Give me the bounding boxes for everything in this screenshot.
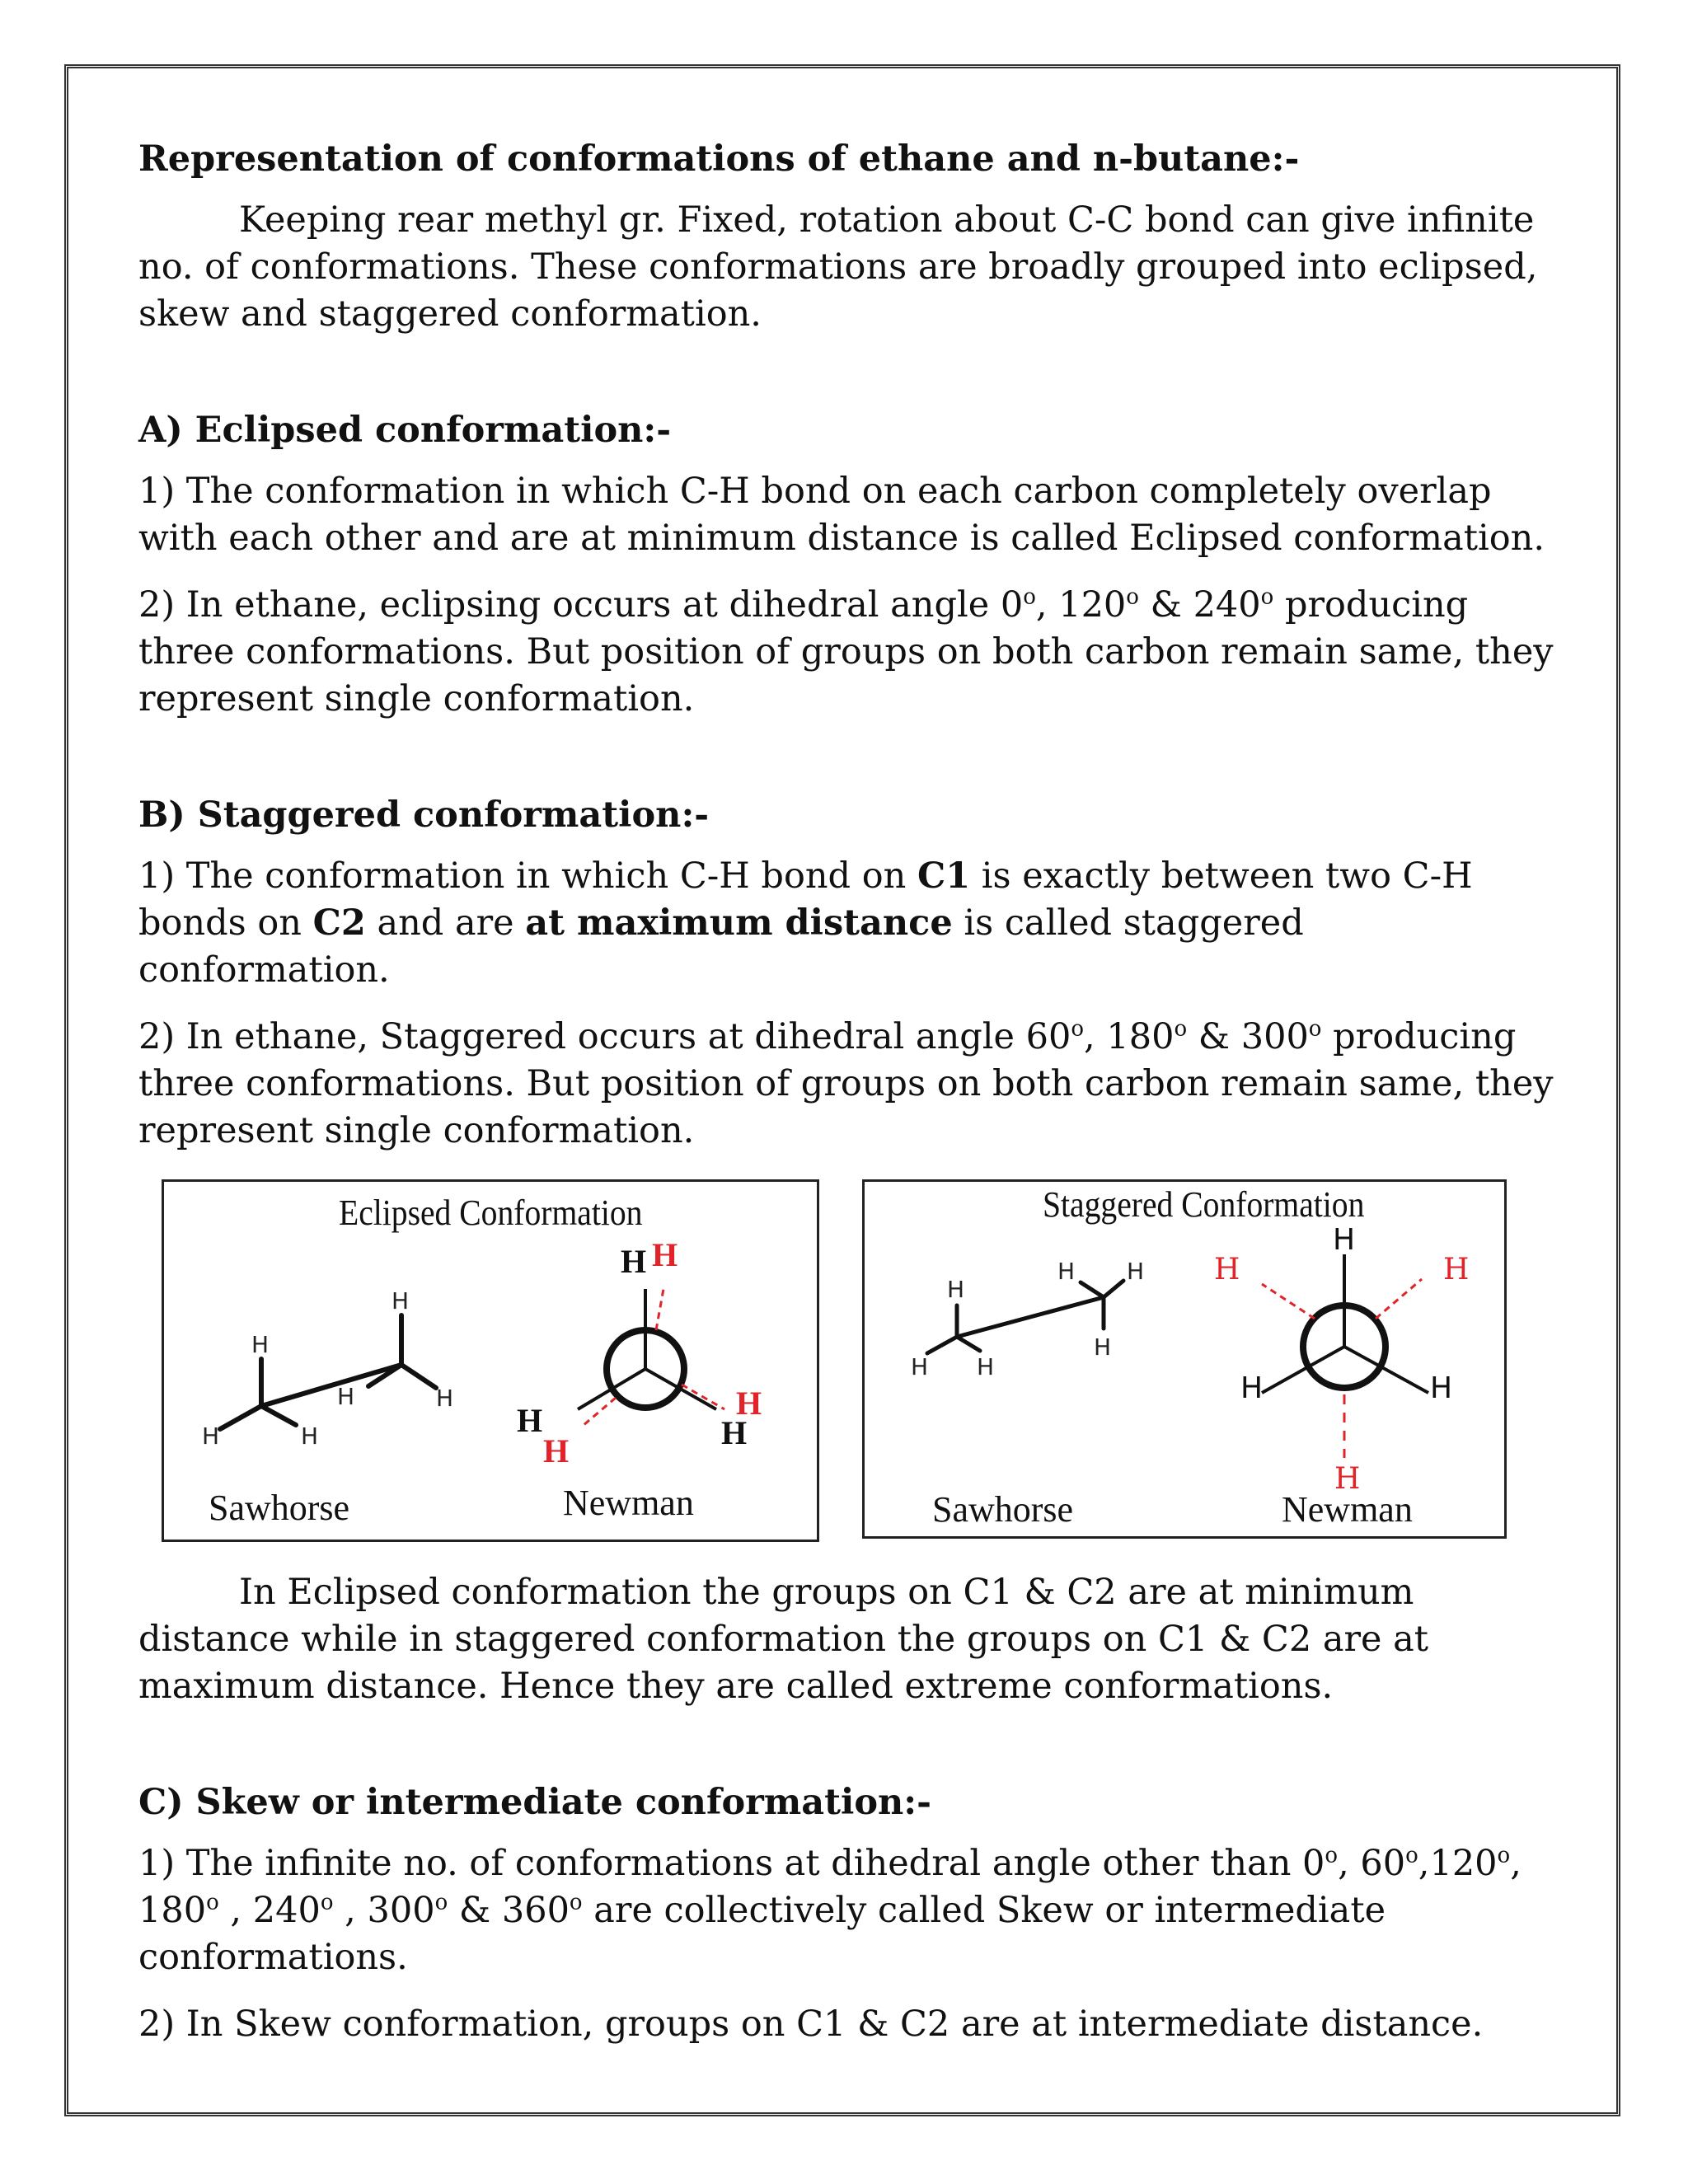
eclipsed-newman bbox=[578, 1289, 724, 1426]
atom-label: H bbox=[1333, 1223, 1356, 1257]
document-title: Representation of conformations of ethane and n-butane:- bbox=[138, 138, 1300, 180]
staggered-sawhorse-caption: Sawhorse bbox=[932, 1489, 1074, 1530]
staggered-diagram bbox=[865, 1182, 1509, 1541]
skew-heading: C) Skew or intermediate conformation:- bbox=[138, 1782, 931, 1823]
atom-label: H bbox=[1214, 1253, 1240, 1286]
atom-label: H bbox=[1430, 1371, 1453, 1405]
eclipsed-point-1: 1) The conformation in which C-H bond on each carbon completely overlap with each other and are at minimum distance is called Eclipsed conformation. bbox=[138, 471, 1545, 559]
conformation-figures bbox=[138, 1179, 1556, 1546]
intro-paragraph: Keeping rear methyl gr. Fixed, rotation about C-C bond can give infinite no. of conformations. These conformations are broadly grouped into eclipsed, skew and staggered conformation. bbox=[138, 199, 1538, 335]
atom-label: H bbox=[1240, 1371, 1264, 1405]
atom-label: H bbox=[721, 1414, 748, 1451]
atom-label: H bbox=[621, 1243, 647, 1280]
atom-label: H bbox=[652, 1236, 678, 1273]
staggered-figure-title: Staggered Conformation bbox=[1043, 1184, 1365, 1225]
atom-label: H bbox=[301, 1422, 319, 1450]
eclipsed-newman-caption: Newman bbox=[563, 1483, 694, 1523]
atom-label: H bbox=[977, 1353, 995, 1380]
atom-label: H bbox=[337, 1383, 355, 1410]
staggered-heading: B) Staggered conformation:- bbox=[138, 794, 710, 836]
atom-label: H bbox=[1094, 1333, 1112, 1361]
skew-point-2: 2) In Skew conformation, groups on C1 & C2 are at intermediate distance. bbox=[138, 2004, 1484, 2045]
atom-label: H bbox=[517, 1402, 543, 1439]
atom-label: H bbox=[1443, 1253, 1470, 1286]
eclipsed-point-2: 2) In ethane, eclipsing occurs at dihedral angle 0$^o$, 120$^o$ & 240$^o$ producing three conformations. But position of groups on both carbon remain same, they represent single conformation. bbox=[138, 584, 1554, 719]
staggered-newman bbox=[1262, 1254, 1428, 1458]
staggered-point-1: 1) The conformation in which C-H bond on C1 is exactly between two C-H bonds on C2 and are at maximum distance is called staggered conformation. bbox=[138, 855, 1473, 991]
eclipsed-sawhorse-caption: Sawhorse bbox=[209, 1488, 350, 1528]
eclipsed-heading: A) Eclipsed conformation:- bbox=[138, 410, 672, 451]
eclipsed-figure-title: Eclipsed Conformation bbox=[339, 1193, 643, 1233]
skew-point-1: 1) The infinite no. of conformations at dihedral angle other than 0$^o$, 60$^o$,120$^o$, 180$^o$ , 240$^o$ , 300$^o$ & 360$^o$ are collectively called Skew or intermediate conformations. bbox=[138, 1843, 1522, 1978]
atom-label: H bbox=[736, 1385, 762, 1422]
staggered-figure bbox=[862, 1179, 1507, 1539]
atom-label: H bbox=[543, 1432, 570, 1469]
atom-label: H bbox=[1334, 1462, 1361, 1496]
degree-symbol: o bbox=[1023, 584, 1036, 610]
document-body bbox=[138, 136, 1556, 2048]
atom-label: H bbox=[1057, 1258, 1076, 1285]
staggered-newman-caption: Newman bbox=[1282, 1489, 1413, 1530]
eclipsed-figure bbox=[162, 1179, 819, 1542]
atom-label: H bbox=[947, 1276, 965, 1303]
staggered-point-2: 2) In ethane, Staggered occurs at dihedral angle 60$^o$, 180$^o$ & 300$^o$ producing three conformations. But position of groups on both carbon remain same, they represent single conformation. bbox=[138, 1016, 1554, 1151]
atom-label: H bbox=[392, 1287, 410, 1315]
atom-label: H bbox=[1127, 1258, 1145, 1285]
atom-label: H bbox=[911, 1353, 929, 1380]
atom-label: H bbox=[202, 1422, 220, 1450]
atom-label: H bbox=[251, 1331, 270, 1358]
extreme-conformation-note: In Eclipsed conformation the groups on C1 & C2 are at minimum distance while in staggered conformation the groups on C1 & C2 are at maximum distance. Hence they are called extreme conformations. bbox=[138, 1572, 1429, 1707]
atom-label: H bbox=[436, 1385, 454, 1412]
